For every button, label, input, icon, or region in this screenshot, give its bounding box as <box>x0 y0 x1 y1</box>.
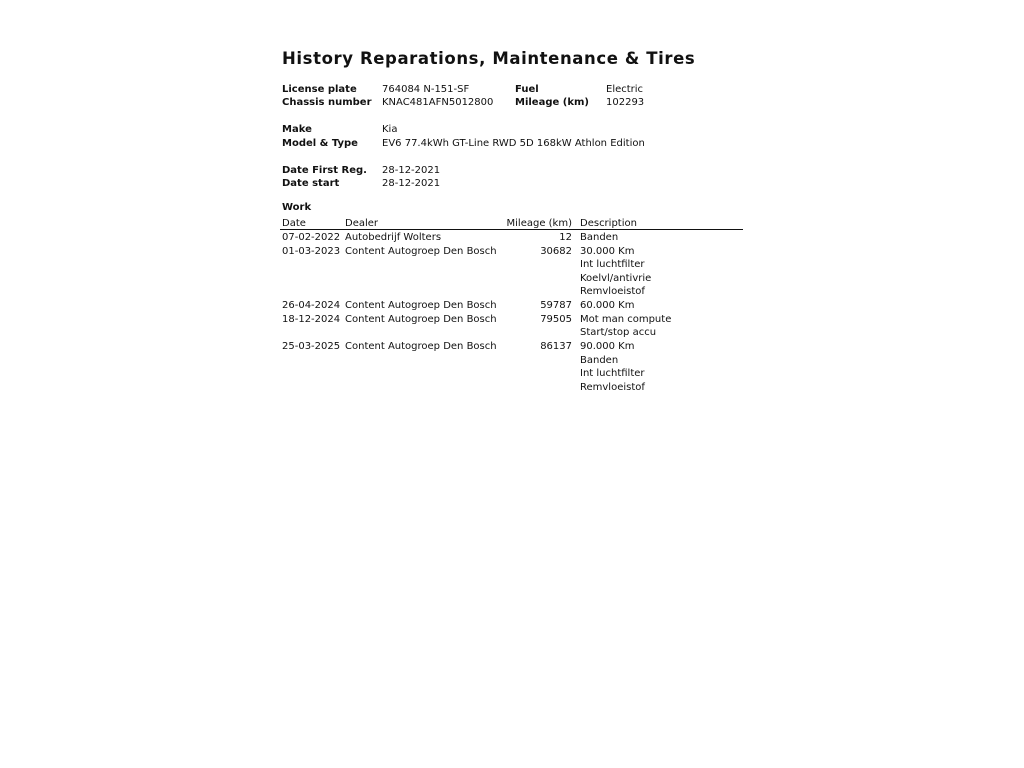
table-row-date: 25-03-2025 <box>282 341 341 352</box>
table-row-description-line: Banden <box>580 355 619 366</box>
table-row-description-line: Start/stop accu <box>580 327 657 338</box>
license-plate-label: License plate <box>282 84 357 95</box>
mileage-label: Mileage (km) <box>515 97 589 108</box>
fuel-label: Fuel <box>515 84 539 95</box>
table-row-date: 18-12-2024 <box>282 314 341 325</box>
chassis-label: Chassis number <box>282 97 372 108</box>
table-row-description-line: Banden <box>580 232 619 243</box>
col-header-description: Description <box>580 218 637 229</box>
mileage-value: 102293 <box>606 97 645 108</box>
table-row-description-line: Int luchtfilter <box>580 259 645 270</box>
table-row-mileage: 79505 <box>540 314 572 325</box>
table-row-mileage: 86137 <box>540 341 572 352</box>
date-start-label: Date start <box>282 178 340 189</box>
table-row-description-line: 30.000 Km <box>580 246 635 257</box>
col-header-dealer: Dealer <box>345 218 379 229</box>
table-row-mileage: 30682 <box>540 246 572 257</box>
table-row-mileage: 12 <box>559 232 572 243</box>
fuel-value: Electric <box>606 84 644 95</box>
table-row-date: 26-04-2024 <box>282 300 341 311</box>
table-header-divider <box>280 229 743 230</box>
table-row-description-line: 90.000 Km <box>580 341 635 352</box>
model-value: EV6 77.4kWh GT-Line RWD 5D 168kW Athlon Edition <box>382 138 645 149</box>
table-row-description-line: Remvloeistof <box>580 382 645 393</box>
table-row-description-line: Mot man compute <box>580 314 672 325</box>
table-row-dealer: Content Autogroep Den Bosch <box>345 341 497 352</box>
date-start-value: 28-12-2021 <box>382 178 441 189</box>
first-reg-value: 28-12-2021 <box>382 165 441 176</box>
col-header-date: Date <box>282 218 306 229</box>
model-label: Model & Type <box>282 138 358 149</box>
table-row-dealer: Content Autogroep Den Bosch <box>345 300 497 311</box>
table-row-description-line: Koelvl/antivrie <box>580 273 652 284</box>
table-row-date: 01-03-2023 <box>282 246 341 257</box>
license-plate-value: 764084 N-151-SF <box>382 84 470 95</box>
table-row-dealer: Content Autogroep Den Bosch <box>345 246 497 257</box>
table-row-description-line: Remvloeistof <box>580 286 645 297</box>
make-value: Kia <box>382 124 398 135</box>
chassis-value: KNAC481AFN5012800 <box>382 97 494 108</box>
first-reg-label: Date First Reg. <box>282 165 367 176</box>
table-row-description-line: Int luchtfilter <box>580 368 645 379</box>
col-header-mileage: Mileage (km) <box>506 218 572 229</box>
table-row-dealer: Autobedrijf Wolters <box>345 232 442 243</box>
table-row-date: 07-02-2022 <box>282 232 341 243</box>
make-label: Make <box>282 124 312 135</box>
table-row-description-line: 60.000 Km <box>580 300 635 311</box>
table-row-dealer: Content Autogroep Den Bosch <box>345 314 497 325</box>
work-heading: Work <box>282 202 312 213</box>
page-title: History Reparations, Maintenance & Tires <box>282 49 696 68</box>
table-row-mileage: 59787 <box>540 300 572 311</box>
